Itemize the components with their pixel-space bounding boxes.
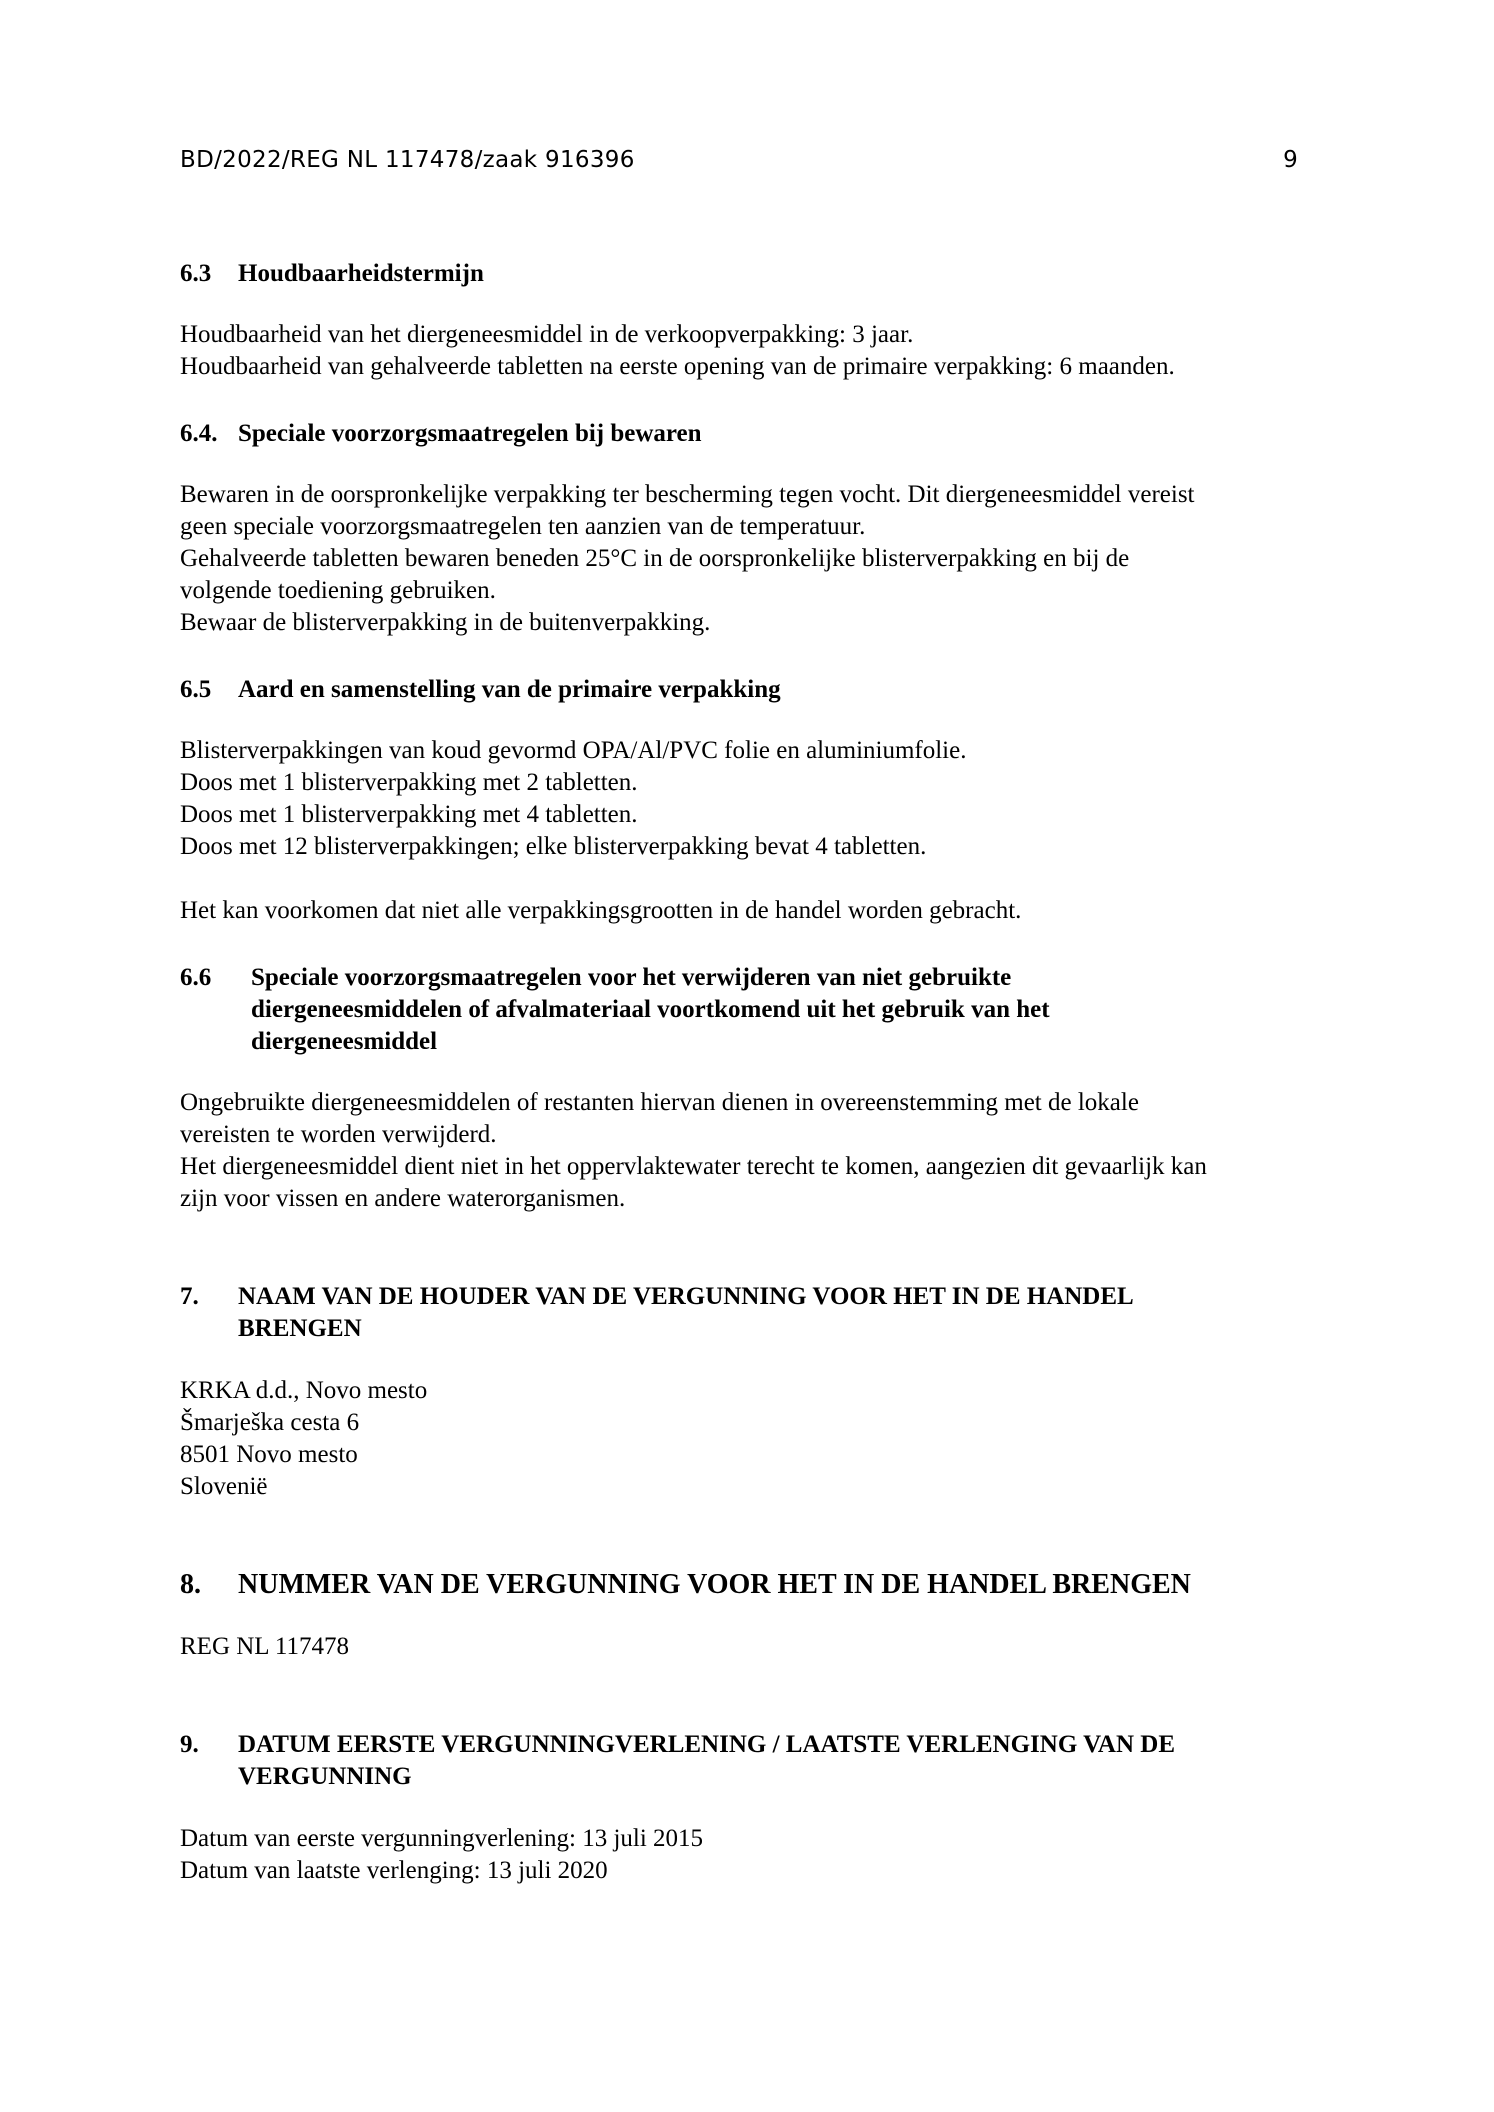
section-number: 7.: [180, 1283, 199, 1310]
section-number: 6.5: [180, 676, 212, 703]
authorisation-dates: [180, 1823, 1340, 1887]
section-number: 6.6: [180, 964, 212, 991]
text-line: Doos met 12 blisterverpakkingen; elke blisterverpakking bevat 4 tabletten.: [180, 833, 927, 860]
section-number: 9.: [180, 1731, 199, 1758]
section-6-4-heading: [180, 418, 1340, 450]
section-6-3-text: [180, 319, 1340, 383]
section-6-6-text: [180, 1087, 1340, 1215]
holder-address: [180, 1375, 1340, 1503]
document-body: [180, 258, 1340, 1887]
section-title: [238, 1729, 1175, 1793]
title-line: DATUM EERSTE VERGUNNINGVERLENING / LAATSTE VERLENGING VAN DE: [238, 1731, 1175, 1758]
address-line: KRKA d.d., Novo mesto: [180, 1377, 428, 1404]
title-line: Speciale voorzorgsmaatregelen voor het verwijderen van niet gebruikte: [251, 964, 1012, 991]
text-line: REG NL 117478: [180, 1633, 349, 1660]
title-line: NUMMER VAN DE VERGUNNING VOOR HET IN DE HANDEL BRENGEN: [238, 1569, 1191, 1600]
section-title: [251, 962, 1050, 1058]
address-line: Slovenië: [180, 1473, 268, 1500]
address-line: 8501 Novo mesto: [180, 1441, 358, 1468]
section-title: [238, 1281, 1134, 1345]
title-line: BRENGEN: [238, 1315, 362, 1342]
text-line: Gehalveerde tabletten bewaren beneden 25°C in de oorspronkelijke blisterverpakking en bij de: [180, 545, 1130, 572]
section-6-4-text: [180, 479, 1340, 639]
section-6-6-heading: [180, 962, 1340, 1058]
text-line: Het kan voorkomen dat niet alle verpakkingsgrootten in de handel worden gebracht.: [180, 897, 1022, 924]
registration-number: [180, 1631, 1340, 1663]
section-6-5-text: [180, 735, 1340, 863]
text-line: volgende toediening gebruiken.: [180, 577, 496, 604]
title-line: diergeneesmiddelen of afvalmateriaal voortkomend uit het gebruik van het: [251, 996, 1050, 1023]
section-title: Aard en samenstelling van de primaire verpakking: [238, 676, 781, 703]
text-line: Doos met 1 blisterverpakking met 2 tabletten.: [180, 769, 638, 796]
document-reference: BD/2022/REG NL 117478/zaak 916396: [180, 147, 635, 173]
section-number: 6.4.: [180, 420, 218, 447]
section-title: [238, 1569, 1191, 1601]
text-line: vereisten te worden verwijderd.: [180, 1121, 497, 1148]
text-line: Houdbaarheid van het diergeneesmiddel in de verkoopverpakking: 3 jaar.: [180, 321, 914, 348]
title-line: diergeneesmiddel: [251, 1028, 438, 1055]
text-line: geen speciale voorzorgsmaatregelen ten aanzien van de temperatuur.: [180, 513, 866, 540]
section-6-3-heading: [180, 258, 1340, 290]
text-line: Ongebruikte diergeneesmiddelen of restanten hiervan dienen in overeenstemming met de lokale: [180, 1089, 1139, 1116]
section-9-heading: [180, 1729, 1340, 1793]
page-number: 9: [1283, 147, 1298, 173]
text-line: Doos met 1 blisterverpakking met 4 tabletten.: [180, 801, 638, 828]
title-line: VERGUNNING: [238, 1763, 412, 1790]
text-line: Blisterverpakkingen van koud gevormd OPA/Al/PVC folie en aluminiumfolie.: [180, 737, 967, 764]
text-line: zijn voor vissen en andere waterorganismen.: [180, 1185, 626, 1212]
address-line: Šmarješka cesta 6: [180, 1409, 360, 1436]
section-8-heading: [180, 1569, 1340, 1601]
page-header: [180, 147, 1298, 173]
title-line: NAAM VAN DE HOUDER VAN DE VERGUNNING VOOR HET IN DE HANDEL: [238, 1283, 1134, 1310]
text-line: Het diergeneesmiddel dient niet in het oppervlaktewater terecht te komen, aangezien dit gevaarlijk kan: [180, 1153, 1207, 1180]
section-7-heading: [180, 1281, 1340, 1345]
text-line: Houdbaarheid van gehalveerde tabletten na eerste opening van de primaire verpakking: 6 maanden.: [180, 353, 1175, 380]
section-title: Speciale voorzorgsmaatregelen bij bewaren: [238, 420, 702, 447]
section-number: 6.3: [180, 260, 212, 287]
text-line: Bewaar de blisterverpakking in de buitenverpakking.: [180, 609, 711, 636]
text-line: Bewaren in de oorspronkelijke verpakking ter bescherming tegen vocht. Dit diergeneesmiddel vereist: [180, 481, 1195, 508]
text-line: Datum van eerste vergunningverlening: 13 juli 2015: [180, 1825, 704, 1852]
section-title: Houdbaarheidstermijn: [238, 260, 484, 287]
section-number: 8.: [180, 1569, 201, 1600]
section-6-5-heading: [180, 674, 1340, 706]
section-6-5-note: [180, 895, 1340, 927]
text-line: Datum van laatste verlenging: 13 juli 2020: [180, 1857, 608, 1884]
